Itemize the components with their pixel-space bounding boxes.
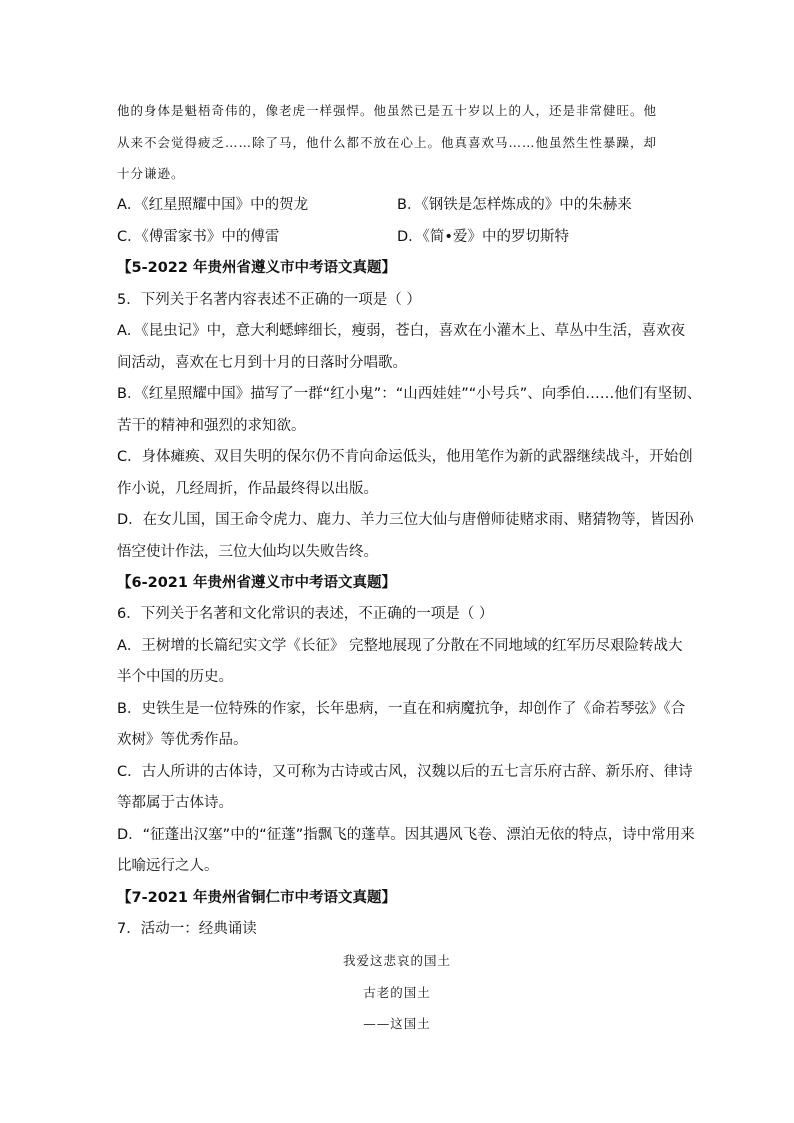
excerpt-line-1: 他的身体是魁梧奇伟的，像老虎一样强悍。他虽然已是五十岁以上的人，还是非常健旺。他: [117, 103, 658, 118]
q5-line-6: 作小说，几经周折，作品最终得以出版。: [117, 481, 378, 497]
q7-header: 【7-2021 年贵州省铜仁市中考语文真题】: [117, 890, 397, 906]
q6-line-2: 半个中国的历史。: [117, 669, 233, 685]
excerpt-line-3: 十分谦逊。: [117, 166, 185, 181]
q5-line-1: A．《昆虫记》中，意大利蟋蟀细长，瘦弱，苍白，喜欢在小灌木上、草丛中生活，喜欢夜: [117, 323, 686, 339]
q4-option-d: D．《简•爱》中的罗切斯特: [397, 229, 569, 245]
q6-header: 【6-2021 年贵州省遵义市中考语文真题】: [117, 575, 397, 591]
q6-line-8: 比喻远行之人。: [117, 858, 219, 874]
q4-option-c: C．《傅雷家书》中的傅雷: [117, 229, 280, 245]
q6-line-1: A．王树增的长篇纪实文学《长征》 完整地展现了分散在不同地域的红军历尽艰险转战大: [117, 638, 683, 654]
q5-line-2: 间活动，喜欢在七月到十月的日落时分唱歌。: [117, 355, 407, 371]
q5-line-7: D．在女儿国，国王命令虎力、鹿力、羊力三位大仙与唐僧师徒赌求雨、赌猜物等，皆因孙: [117, 512, 694, 528]
q5-line-4: 苦干的精神和强烈的求知欲。: [117, 418, 306, 434]
q5-line-8: 悟空使计作法，三位大仙均以失败告终。: [117, 544, 378, 560]
excerpt-line-2: 从来不会觉得疲乏……除了马，他什么都不放在心上。他真喜欢马……他虽然生性暴躁，却: [117, 135, 658, 150]
q6-stem: 6．下列关于名著和文化常识的表述，不正确的一项是（ ）: [117, 606, 494, 622]
poem-line-3: ——这国土: [363, 1016, 431, 1031]
q5-stem: 5．下列关于名著内容表述不正确的一项是（ ）: [117, 292, 421, 308]
q7-stem: 7．活动一：经典诵读: [117, 921, 257, 937]
q6-line-7: D．“征蓬出汉塞”中的“征蓬”指飘飞的蓬草。因其遇风飞卷、漂泊无依的特点，诗中常用来: [117, 827, 695, 843]
q6-line-5: C．古人所讲的古体诗，又可称为古诗或古风，汉魏以后的五七言乐府古辞、新乐府、律诗: [117, 764, 693, 780]
q6-line-4: 欢树》等优秀作品。: [117, 732, 248, 748]
q6-line-6: 等都属于古体诗。: [117, 795, 233, 811]
q4-option-a: A．《红星照耀中国》中的贺龙: [117, 197, 309, 213]
q6-line-3: B．史铁生是一位特殊的作家，长年患病，一直在和病魔抗争，却创作了《命若琴弦》《合: [117, 701, 686, 717]
poem-line-1: 我爱这悲哀的国土: [342, 953, 451, 968]
q4-option-b: B．《钢铁是怎样炼成的》中的朱赫来: [397, 197, 632, 213]
q5-line-5: C．身体瘫痪、双目失明的保尔仍不肯向命运低头，他用笔作为新的武器继续战斗，开始创: [117, 449, 693, 465]
poem-line-2: 古老的国土: [363, 985, 431, 1000]
q5-line-3: B．《红星照耀中国》描写了一群“红小鬼”：“山西娃娃”“小号兵”、向季伯……他们有坚韧、: [117, 386, 702, 402]
q5-header: 【5-2022 年贵州省遵义市中考语文真题】: [117, 260, 397, 276]
